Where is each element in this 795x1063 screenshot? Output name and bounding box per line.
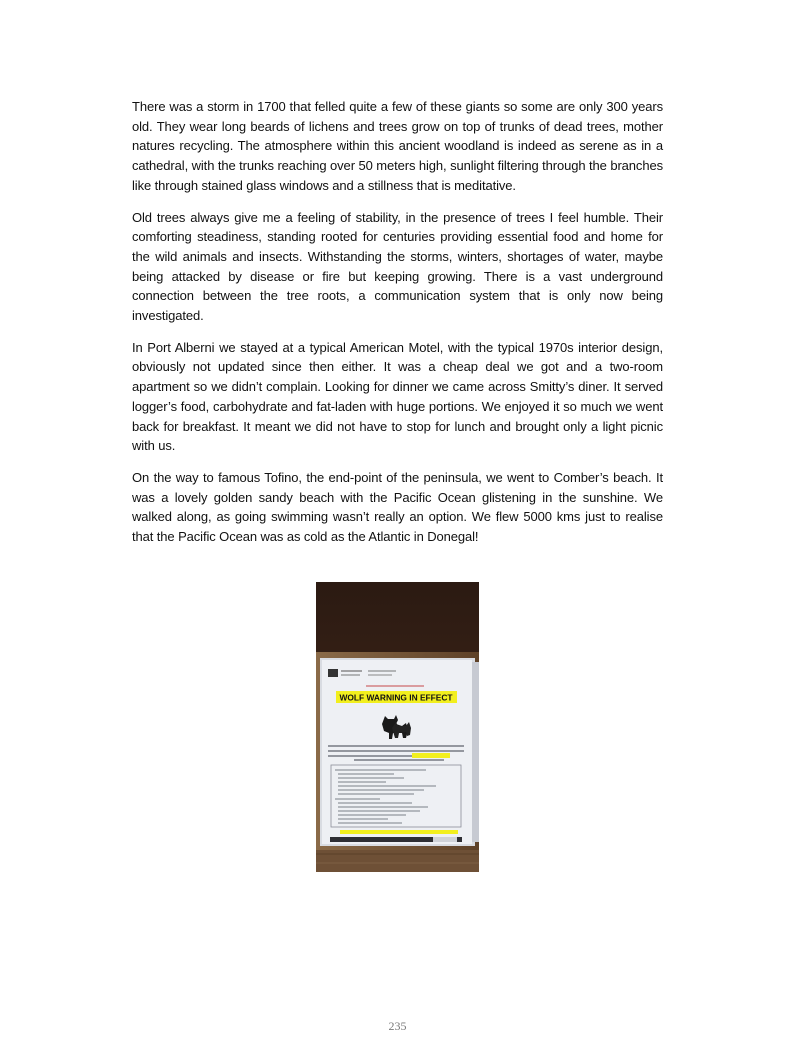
paragraph-old-trees: Old trees always give me a feeling of stability, in the presence of trees I feel humble. Their comforting steadiness, standing rooted for centuries providing essential food and home for the wild animals and insects. Withstanding the storms, winters, shortages of water, maybe being attacked by disease or fire but keeping growing. There is a vast underground connection between the tree roots, a communication system that is only now being investigated. xyxy=(132,209,663,324)
page-number: 235 xyxy=(388,1019,407,1033)
body-text xyxy=(132,97,663,559)
sign-heading: WOLF WARNING IN EFFECT xyxy=(339,692,453,703)
paragraph-port-alberni: In Port Alberni we stayed at a typical American Motel, with the typical 1970s interior design, obviously not updated since then either. It was a cheap deal we got and a two-room apartment so we didn’t complain. Looking for dinner we came across Smitty’s diner. It served logger’s food, carbohydrate and fat-laden with huge portions. We enjoyed it so much we went back for breakfast. It meant we did not have to stop for lunch and brought only a light picnic with us. xyxy=(132,339,663,454)
paragraph-combers-beach: On the way to famous Tofino, the end-point of the peninsula, we went to Comber’s beach. It was a lovely golden sandy beach with the Pacific Ocean glistening in the sunshine. We walked along, as going swimming wasn’t really an option. We flew 5000 kms just to realise that the Pacific Ocean was as cold as the Atlantic in Donegal! xyxy=(132,469,663,545)
paragraph-storm-1700: There was a storm in 1700 that felled quite a few of these giants so some are only 300 years old. They wear long beards of lichens and trees grow on top of trunks of dead trees, mother natures recycling. The atmosphere within this ancient woodland is indeed as serene as in a cathedral, with the trunks reaching over 50 meters high, sunlight filtering through the branches like through stained glass windows and a stillness that is meditative. xyxy=(132,99,663,193)
wolf-warning-photo xyxy=(316,582,479,872)
